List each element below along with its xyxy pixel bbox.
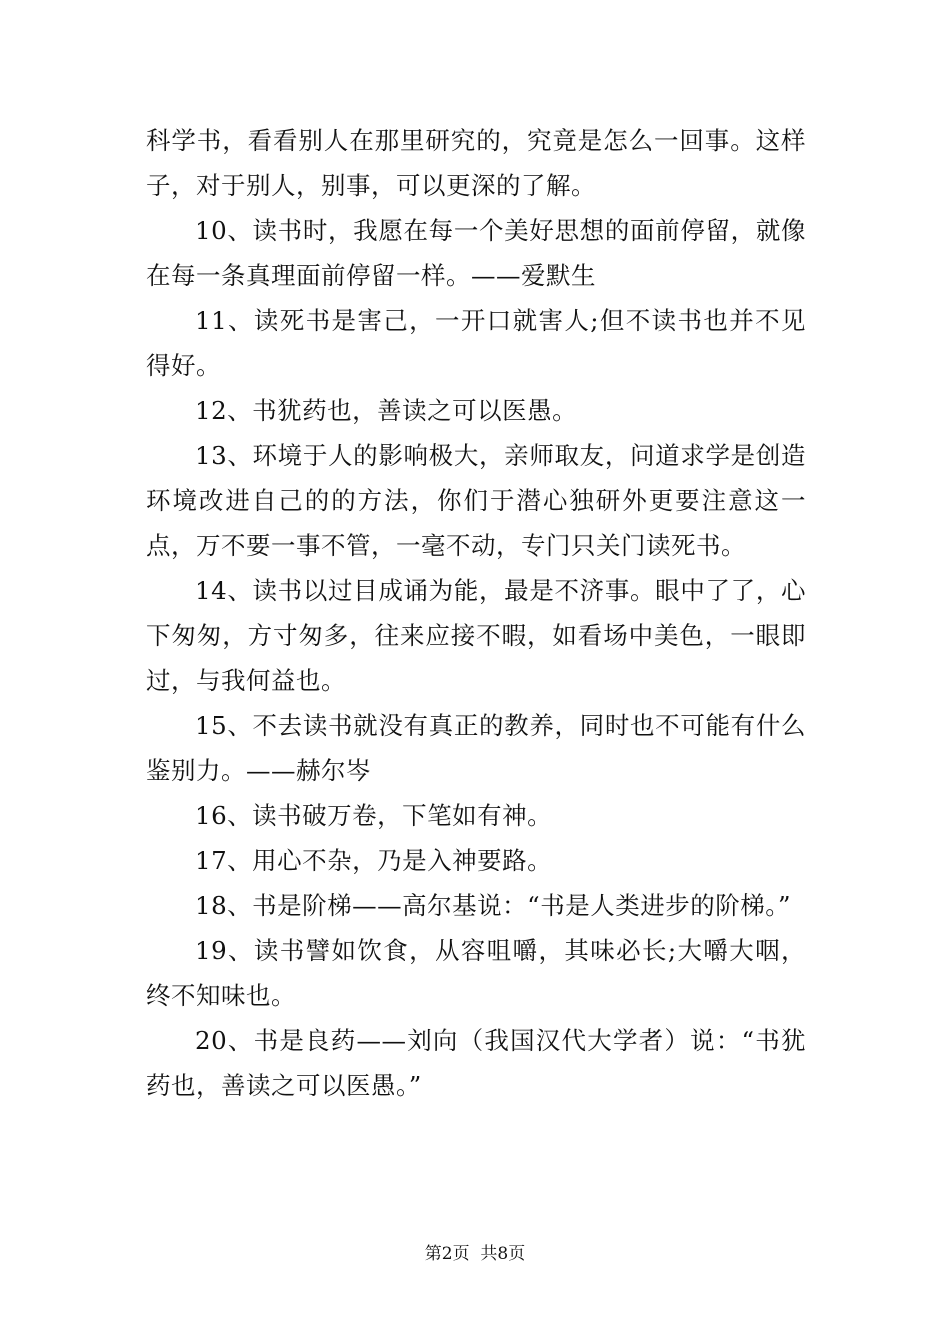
quote-item-11: 11、读死书是害己，一开口就害人;但不读书也并不见得好。 xyxy=(146,306,806,380)
page-number-label: 第2页 共8页 xyxy=(424,1244,526,1264)
quote-item-15: 15、不去读书就没有真正的教养，同时也不可能有什么鉴别力。——赫尔岑 xyxy=(146,711,806,785)
paragraph-continued: 科学书，看看别人在那里研究的，究竟是怎么一回事。这样子，对于别人，别事，可以更深的了解。 xyxy=(146,126,806,200)
quote-item-17: 17、用心不杂，乃是入神要路。 xyxy=(195,846,553,875)
quote-item-19: 19、读书譬如饮食，从容咀嚼，其味必长;大嚼大咽，终不知味也。 xyxy=(146,936,806,1010)
quote-item-10: 10、读书时，我愿在每一个美好思想的面前停留，就像在每一条真理面前停留一样。——爱默生 xyxy=(146,216,806,290)
quote-item-14: 14、读书以过目成诵为能，最是不济事。眼中了了，心下匆匆，方寸匆多，往来应接不暇，如看场中美色，一眼即过，与我何益也。 xyxy=(146,576,806,695)
document-body xyxy=(146,118,806,1108)
quote-item-18: 18、书是阶梯——高尔基说：“书是人类进步的阶梯。” xyxy=(195,891,791,920)
quote-item-13: 13、环境于人的影响极大，亲师取友，问道求学是创造环境改进自己的的方法，你们于潜心独研外更要注意这一点，万不要一事不管，一毫不动，专门只关门读死书。 xyxy=(146,441,806,560)
quote-item-20: 20、书是良药——刘向（我国汉代大学者）说：“书犹药也，善读之可以医愚。” xyxy=(146,1026,806,1100)
page-footer xyxy=(0,1242,950,1266)
quote-item-12: 12、书犹药也，善读之可以医愚。 xyxy=(195,396,578,425)
quote-item-16: 16、读书破万卷，下笔如有神。 xyxy=(195,801,553,830)
